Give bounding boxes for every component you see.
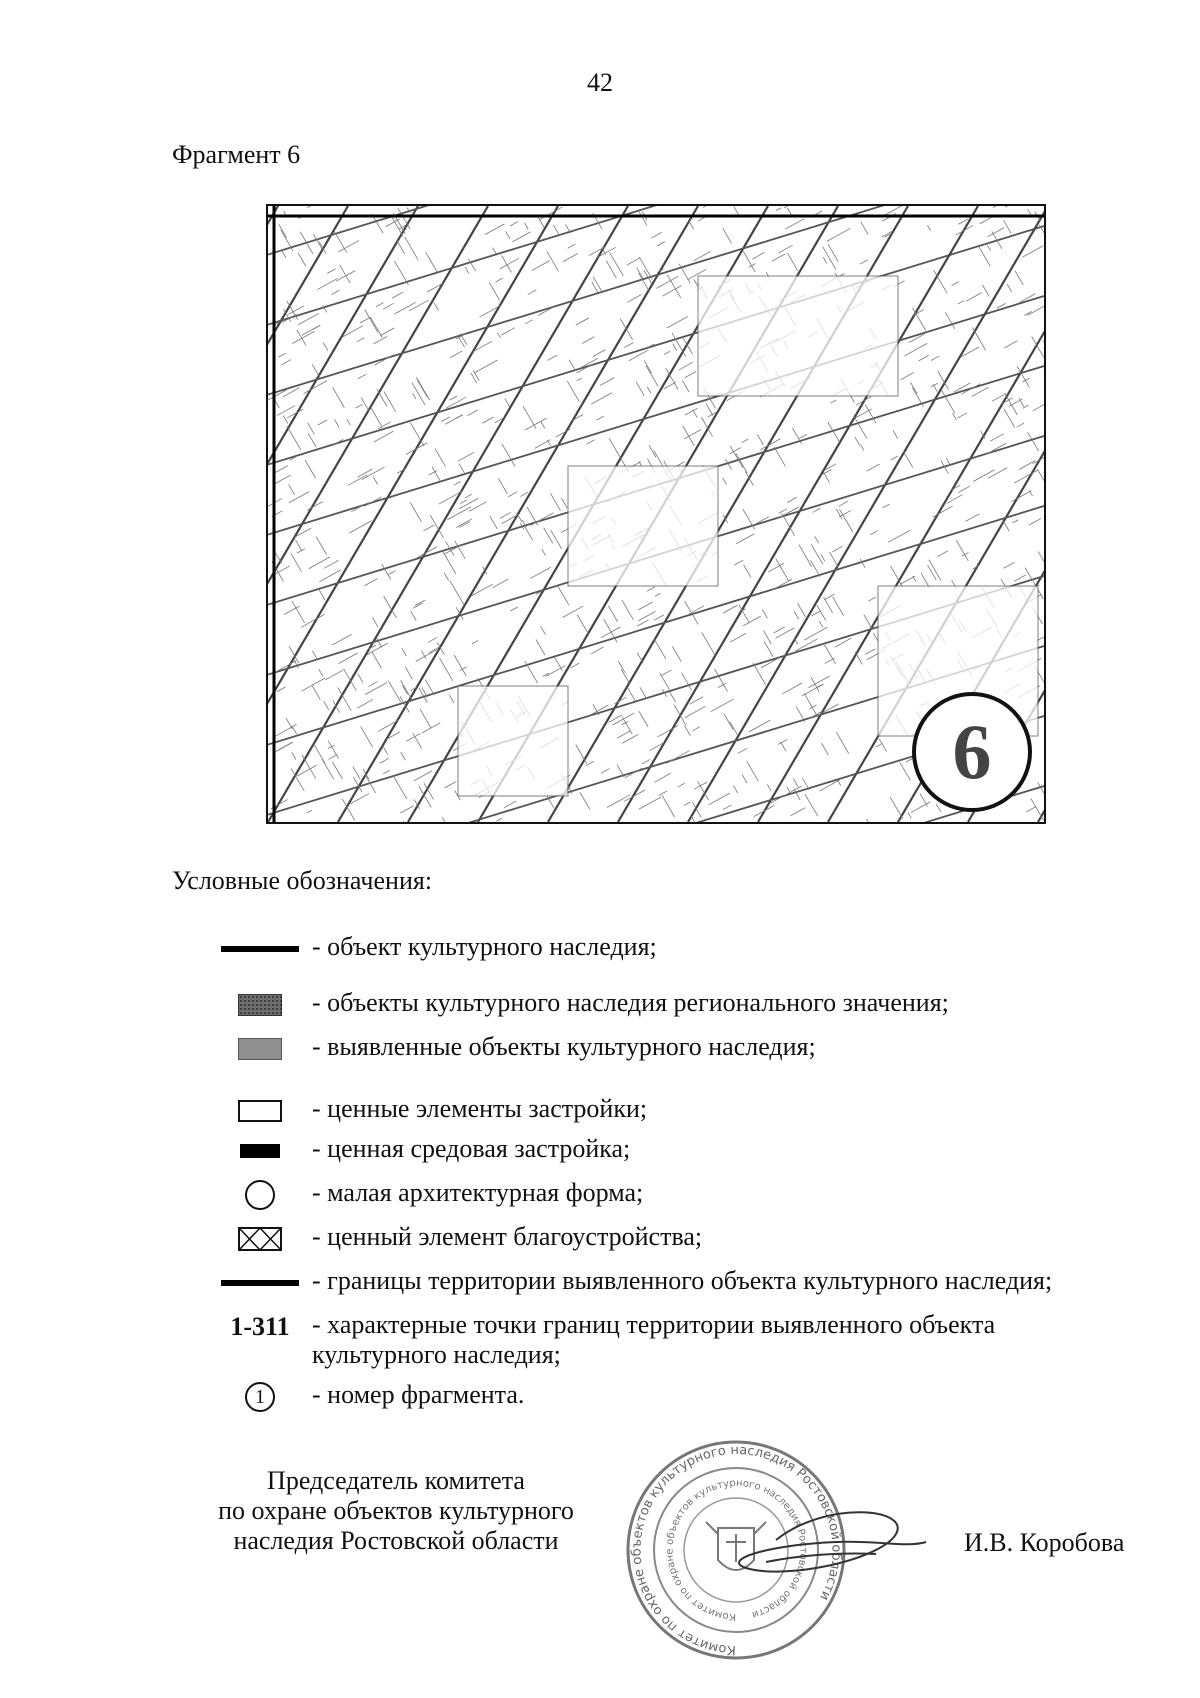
stamp-inner-text: Комитет по охране объектов культурного наследия Ростовской области xyxy=(664,1477,809,1623)
legend-text: - ценные элементы застройки; xyxy=(312,1094,648,1123)
legend-item-landscaping xyxy=(0,1222,1200,1256)
legend-text: - малая архитектурная форма; xyxy=(312,1178,644,1207)
thick-line-symbol xyxy=(221,946,299,952)
outline-rect-symbol xyxy=(238,1100,282,1122)
map-fragment xyxy=(266,204,1046,824)
gray-rect-symbol xyxy=(238,1038,282,1060)
legend-text: - характерные точки границ территории выявленного объекта культурного наследия; xyxy=(312,1310,996,1369)
legend-text: - номер фрагмента. xyxy=(312,1380,525,1409)
dark-hatched-rect-symbol xyxy=(238,994,282,1016)
numbered-circle-symbol: 1 xyxy=(245,1382,275,1412)
official-stamp xyxy=(626,1430,936,1680)
fragment-number-badge: 6 xyxy=(912,692,1032,812)
legend-text: - объект культурного наследия; xyxy=(312,932,657,961)
legend-text: - границы территории выявленного объекта культурного наследия; xyxy=(312,1266,1053,1295)
fragment-title: Фрагмент 6 xyxy=(172,140,301,169)
legend-title: Условные обозначения: xyxy=(172,866,433,895)
legend-item-heritage-object xyxy=(0,932,1200,966)
legend-text: - выявленные объекты культурного наследия; xyxy=(312,1032,816,1061)
legend-item-territory-boundary xyxy=(0,1266,1200,1300)
position-line-1: Председатель комитета xyxy=(267,1466,525,1495)
stamp-outer-text: Комитет по охране объектов культурного наследия Ростовской области xyxy=(629,1442,844,1658)
page-number: 42 xyxy=(587,68,613,97)
points-label-symbol: 1-311 xyxy=(230,1312,290,1341)
legend-text: - ценная средовая застройка; xyxy=(312,1134,631,1163)
legend-item-identified-objects xyxy=(0,1032,1200,1066)
position-line-3: наследия Ростовской области xyxy=(233,1526,559,1555)
legend-item-valuable-elements xyxy=(0,1094,1200,1128)
legend-item-environmental-building xyxy=(0,1134,1200,1168)
position-line-2: по охране объектов культурного xyxy=(218,1496,574,1525)
signer-name: И.В. Коробова xyxy=(964,1528,1125,1557)
thick-line-symbol xyxy=(221,1280,299,1286)
signature-position xyxy=(196,1466,596,1556)
cross-hatched-rect-symbol xyxy=(238,1227,282,1251)
legend-item-regional-objects xyxy=(0,988,1200,1022)
legend-item-small-form xyxy=(0,1178,1200,1212)
legend-item-fragment-number xyxy=(0,1380,1200,1414)
black-rect-symbol xyxy=(240,1144,280,1158)
legend-text: - ценный элемент благоустройства; xyxy=(312,1222,703,1251)
coat-of-arms-icon xyxy=(706,1522,766,1570)
legend-item-boundary-points xyxy=(0,1310,1200,1380)
circle-symbol xyxy=(245,1180,275,1210)
legend-text: - объекты культурного наследия регионального значения; xyxy=(312,988,949,1017)
